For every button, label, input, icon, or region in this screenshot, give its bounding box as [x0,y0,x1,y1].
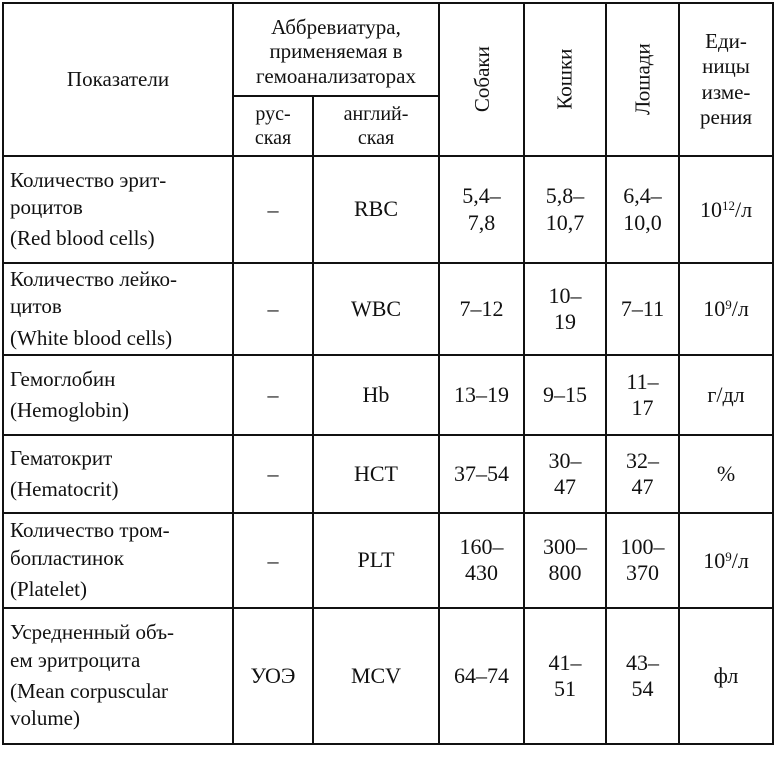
parameter-name-ru: Количество лейко- цитов [10,267,177,319]
cats-value-cell: 300– 800 [524,513,606,608]
table-row [3,355,773,435]
horses-value-cell: 6,4– 10,0 [606,156,679,263]
abbr-en-cell: PLT [313,513,439,608]
parameter-name-ru: Количество эрит- роцитов [10,167,167,219]
abbr-ru-cell: – [233,156,313,263]
cats-value-cell: 9–15 [524,355,606,435]
parameter-name-en: (Hemoglobin) [10,397,129,422]
abbr-en-cell: WBC [313,263,439,355]
abbr-en-cell: HCT [313,435,439,513]
horses-value-cell: 43– 54 [606,608,679,744]
abbr-en-cell: MCV [313,608,439,744]
cats-value-cell: 30– 47 [524,435,606,513]
abbr-en-cell: Hb [313,355,439,435]
parameter-name-en: (Red blood cells) [10,226,155,251]
abbr-en-cell: RBC [313,156,439,263]
unit-base: 10 [703,296,726,322]
parameter-cell [3,263,233,355]
header-dogs-label: Собаки [469,46,494,113]
abbr-ru-cell: – [233,355,313,435]
abbr-ru-cell: – [233,513,313,608]
horses-value-cell: 100– 370 [606,513,679,608]
unit-base: 10 [699,196,722,222]
horses-value-cell: 11– 17 [606,355,679,435]
dogs-value-cell: 64–74 [439,608,524,744]
cats-value-cell: 5,8– 10,7 [524,156,606,263]
unit-text: % [716,461,736,487]
table-row [3,513,773,608]
unit-text: фл [713,663,739,689]
header-russian: рус- ская [233,96,313,156]
abbr-ru-cell: – [233,263,313,355]
table-row [3,156,773,263]
dogs-value-cell: 5,4– 7,8 [439,156,524,263]
header-horses [606,3,679,156]
parameter-cell [3,435,233,513]
unit-suffix: /л [734,196,753,222]
table-body [3,156,773,744]
table-row [3,263,773,355]
unit-suffix: /л [731,296,749,322]
header-cats [524,3,606,156]
parameter-name-en: (White blood cells) [10,325,173,350]
unit-suffix: /л [731,547,749,573]
parameter-cell [3,608,233,744]
unit-cell [679,608,773,744]
header-cats-label: Кошки [552,48,577,111]
parameter-name-ru: Гемоглобин [10,366,116,391]
parameter-name-ru: Усредненный объ- ем эритроцита [10,620,175,672]
horses-value-cell: 32– 47 [606,435,679,513]
dogs-value-cell: 37–54 [439,435,524,513]
parameter-name-en: (Mean corpuscular volume) [10,678,169,731]
dogs-value-cell: 160– 430 [439,513,524,608]
header-abbreviation: Аббревиатура, применяемая в гемоанализаторах [233,3,439,96]
unit-base: 10 [703,547,726,573]
unit-cell [679,435,773,513]
header-horses-label: Лошади [630,43,655,116]
unit-exponent: 12 [721,197,735,213]
cats-value-cell: 41– 51 [524,608,606,744]
header-units: Еди- ницы изме- рения [679,3,773,156]
parameter-cell [3,156,233,263]
parameter-name-ru: Количество тром- бопластинок [10,518,170,570]
parameter-name-en: (Hematocrit) [10,476,119,501]
horses-value-cell: 7–11 [606,263,679,355]
dogs-value-cell: 7–12 [439,263,524,355]
parameter-cell [3,355,233,435]
abbr-ru-cell: – [233,435,313,513]
header-dogs [439,3,524,156]
parameter-name-en: (Platelet) [10,577,87,602]
table-row [3,435,773,513]
unit-exponent: 9 [725,297,732,313]
parameter-name-ru: Гематокрит [10,445,113,470]
table-row [3,608,773,744]
header-indicators: Показатели [3,3,233,156]
unit-text: г/дл [707,382,745,408]
dogs-value-cell: 13–19 [439,355,524,435]
blood-reference-table [2,2,774,745]
unit-cell [679,263,773,355]
unit-cell [679,513,773,608]
parameter-cell [3,513,233,608]
unit-exponent: 9 [725,548,732,564]
cats-value-cell: 10– 19 [524,263,606,355]
abbr-ru-cell: УОЭ [233,608,313,744]
unit-cell [679,156,773,263]
unit-cell [679,355,773,435]
header-english: англий- ская [313,96,439,156]
